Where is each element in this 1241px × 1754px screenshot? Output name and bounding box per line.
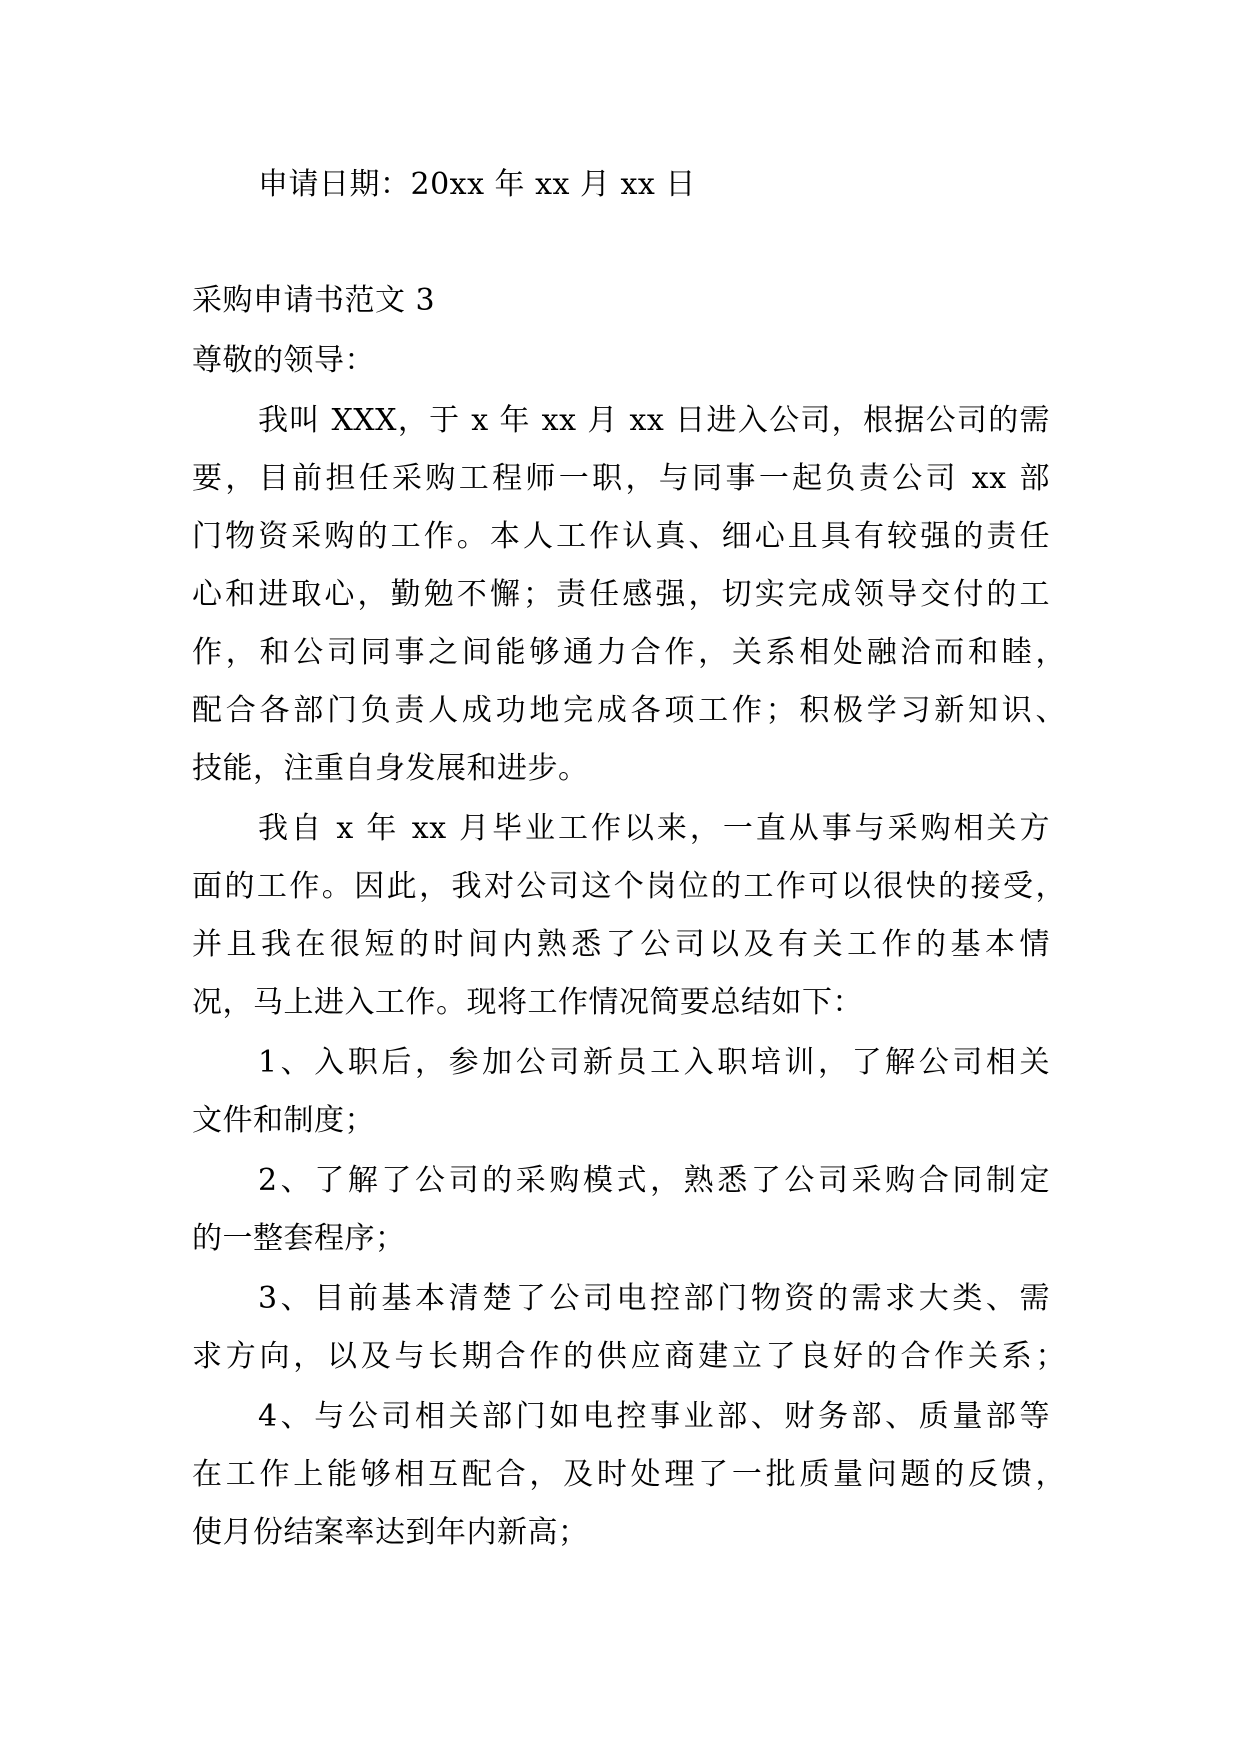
paragraph-line: 面的工作。因此，我对公司这个岗位的工作可以很快的接受， bbox=[192, 869, 1066, 904]
paragraph-line: 我自 x 年 xx 月毕业工作以来，一直从事与采购相关方 bbox=[258, 811, 1050, 846]
paragraph-line: 心和进取心，勤勉不懈；责任感强，切实完成领导交付的工 bbox=[192, 577, 1050, 612]
paragraph-line: 技能，注重自身发展和进步。 bbox=[192, 751, 589, 786]
list-item-line: 使月份结案率达到年内新高； bbox=[192, 1515, 589, 1550]
paragraph-line: 配合各部门负责人成功地完成各项工作；积极学习新知识、 bbox=[192, 693, 1066, 728]
paragraph-line: 我叫 XXX，于 x 年 xx 月 xx 日进入公司，根据公司的需 bbox=[258, 403, 1050, 438]
paragraph-line: 并且我在很短的时间内熟悉了公司以及有关工作的基本情 bbox=[192, 927, 1050, 962]
paragraph-line: 况，马上进入工作。现将工作情况简要总结如下： bbox=[192, 985, 863, 1020]
list-item-line: 文件和制度； bbox=[192, 1103, 375, 1138]
paragraph-line: 作，和公司同事之间能够通力合作，关系相处融洽而和睦， bbox=[192, 635, 1066, 670]
salutation: 尊敬的领导： bbox=[192, 343, 375, 378]
list-item-line: 1、入职后，参加公司新员工入职培训，了解公司相关 bbox=[258, 1045, 1050, 1080]
paragraph-line: 要，目前担任采购工程师一职，与同事一起负责公司 xx 部 bbox=[192, 461, 1050, 496]
list-item-line: 2、了解了公司的采购模式，熟悉了公司采购合同制定 bbox=[258, 1163, 1050, 1198]
list-item-line: 的一整套程序； bbox=[192, 1221, 406, 1256]
list-item-line: 3、目前基本清楚了公司电控部门物资的需求大类、需 bbox=[258, 1281, 1050, 1316]
date-line: 申请日期：20xx 年 xx 月 xx 日 bbox=[258, 167, 696, 202]
list-item-line: 在工作上能够相互配合，及时处理了一批质量问题的反馈， bbox=[192, 1457, 1066, 1492]
paragraph-line: 门物资采购的工作。本人工作认真、细心且具有较强的责任 bbox=[192, 519, 1050, 554]
list-item-line: 求方向，以及与长期合作的供应商建立了良好的合作关系； bbox=[192, 1339, 1066, 1374]
section-title: 采购申请书范文 3 bbox=[192, 283, 436, 318]
list-item-line: 4、与公司相关部门如电控事业部、财务部、质量部等 bbox=[258, 1399, 1050, 1434]
